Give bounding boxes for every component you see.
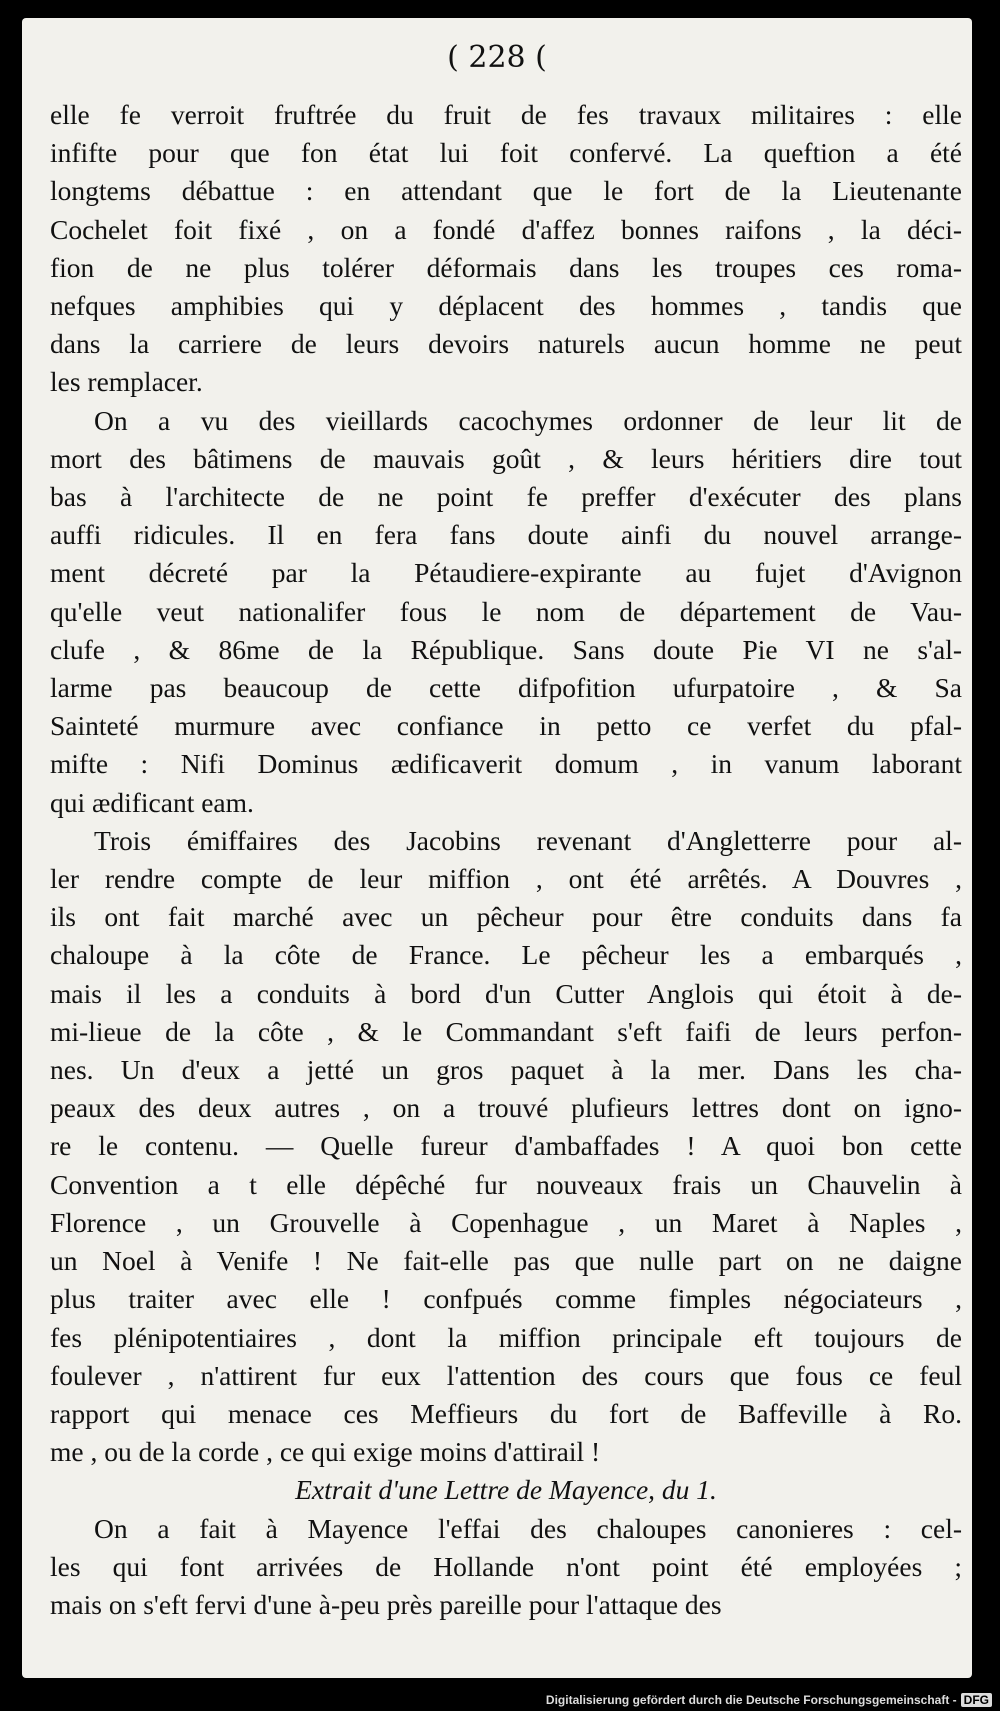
- text-line: peaux des deux autres , on a trouvé plufieurs lettres dont on igno-: [50, 1092, 962, 1124]
- text-line: Cochelet foit fixé , on a fondé d'affez bonnes raifons , la déci-: [50, 213, 962, 245]
- paragraph-2: [50, 402, 962, 822]
- text-line: On a vu des vieillards cacochymes ordonner de leur lit de: [94, 404, 962, 436]
- text-line: auffi ridicules. Il en fera fans doute ainfi du nouvel arrange-: [50, 519, 962, 551]
- paragraph-4: [50, 1510, 962, 1625]
- text-line: Convention a t elle dépêché fur nouveaux frais un Chauvelin à: [50, 1168, 962, 1200]
- text-line: re le contenu. — Quelle fureur d'ambaffades ! A quoi bon cette: [50, 1130, 962, 1162]
- text-line: mi-lieue de la côte , & le Commandant s'eft faifi de leurs perfon-: [50, 1015, 962, 1047]
- text-line: mort des bâtimens de mauvais goût , & leurs héritiers dire tout: [50, 442, 962, 474]
- text-line: bas à l'architecte de ne point fe preffer d'exécuter des plans: [50, 481, 962, 513]
- footer-credit: [546, 1693, 992, 1707]
- text-line: On a fait à Mayence l'effai des chaloupes canonieres : cel-: [94, 1512, 962, 1544]
- text-line: me , ou de la corde , ce qui exige moins d'attirail !: [50, 1436, 601, 1468]
- text-line: elle fe verroit fruftrée du fruit de fes travaux militaires : elle: [50, 99, 962, 130]
- text-line: infifte pour que fon état lui foit confervé. La queftion a été: [50, 137, 962, 169]
- text-line: un Noel à Venife ! Ne fait-elle pas que nulle part on ne daigne: [50, 1245, 962, 1277]
- text-line: longtems débattue : en attendant que le fort de la Lieutenante: [50, 175, 962, 207]
- text-line: Trois émiffaires des Jacobins revenant d'Angletterre pour al-: [94, 824, 962, 856]
- document-page: [22, 18, 972, 1678]
- paragraph-1: [50, 96, 962, 402]
- text-line: fes plénipotentiaires , dont la miffion principale eft toujours de: [50, 1321, 962, 1353]
- text-line: nes. Un d'eux a jetté un gros paquet à la mer. Dans les cha-: [50, 1054, 962, 1086]
- section-title: Extrait d'une Lettre de Mayence, du 1.: [295, 1474, 717, 1506]
- text-line: plus traiter avec elle ! confpués comme fimples négociateurs ,: [50, 1283, 962, 1315]
- text-line: les qui font arrivées de Hollande n'ont point été employées ;: [50, 1550, 962, 1582]
- text-line: ils ont fait marché avec un pêcheur pour être conduits dans fa: [50, 901, 962, 933]
- text-line: qui ædificant eam.: [50, 786, 254, 818]
- dfg-logo: DFG: [961, 1693, 992, 1707]
- text-line: fion de ne plus tolérer déformais dans les troupes ces roma-: [50, 251, 962, 283]
- text-line: ment décreté par la Pétaudiere-expirante au fujet d'Avignon: [50, 557, 962, 589]
- paragraph-3: [50, 822, 962, 1471]
- text-line: mais on s'eft fervi d'une à-peu près pareille pour l'attaque des: [50, 1588, 722, 1620]
- text-line: foulever , n'attirent fur eux l'attention des cours que fous ce feul: [50, 1359, 962, 1391]
- text-line: chaloupe à la côte de France. Le pêcheur les a embarqués ,: [50, 939, 962, 971]
- text-line: Florence , un Grouvelle à Copenhague , un Maret à Naples ,: [50, 1206, 962, 1238]
- text-line: dans la carriere de leurs devoirs naturels aucun homme ne peut: [50, 328, 962, 360]
- text-line: mais il les a conduits à bord d'un Cutter Anglois qui étoit à de-: [50, 977, 962, 1009]
- text-line: Sainteté murmure avec confiance in petto ce verfet du pfal-: [50, 710, 962, 742]
- text-line: mifte : Nifi Dominus ædificaverit domum , in vanum laborant: [50, 748, 962, 780]
- text-line: nefques amphibies qui y déplacent des hommes , tandis que: [50, 290, 962, 322]
- text-line: les remplacer.: [50, 366, 203, 398]
- text-line: clufe , & 86me de la République. Sans doute Pie VI ne s'al-: [50, 633, 962, 665]
- footer-text: Digitalisierung gefördert durch die Deutsche Forschungsgemeinschaft -: [545, 1693, 957, 1707]
- page-number: ( 228 (: [447, 40, 547, 75]
- text-line: larme pas beaucoup de cette difpofition ufurpatoire , & Sa: [50, 672, 962, 704]
- text-line: ler rendre compte de leur miffion , ont été arrêtés. A Douvres ,: [50, 863, 962, 895]
- text-line: qu'elle veut nationalifer fous le nom de département de Vau-: [50, 595, 962, 627]
- text-line: rapport qui menace ces Meffieurs du fort de Baffeville à Ro.: [50, 1397, 962, 1429]
- body-text: [50, 96, 962, 1624]
